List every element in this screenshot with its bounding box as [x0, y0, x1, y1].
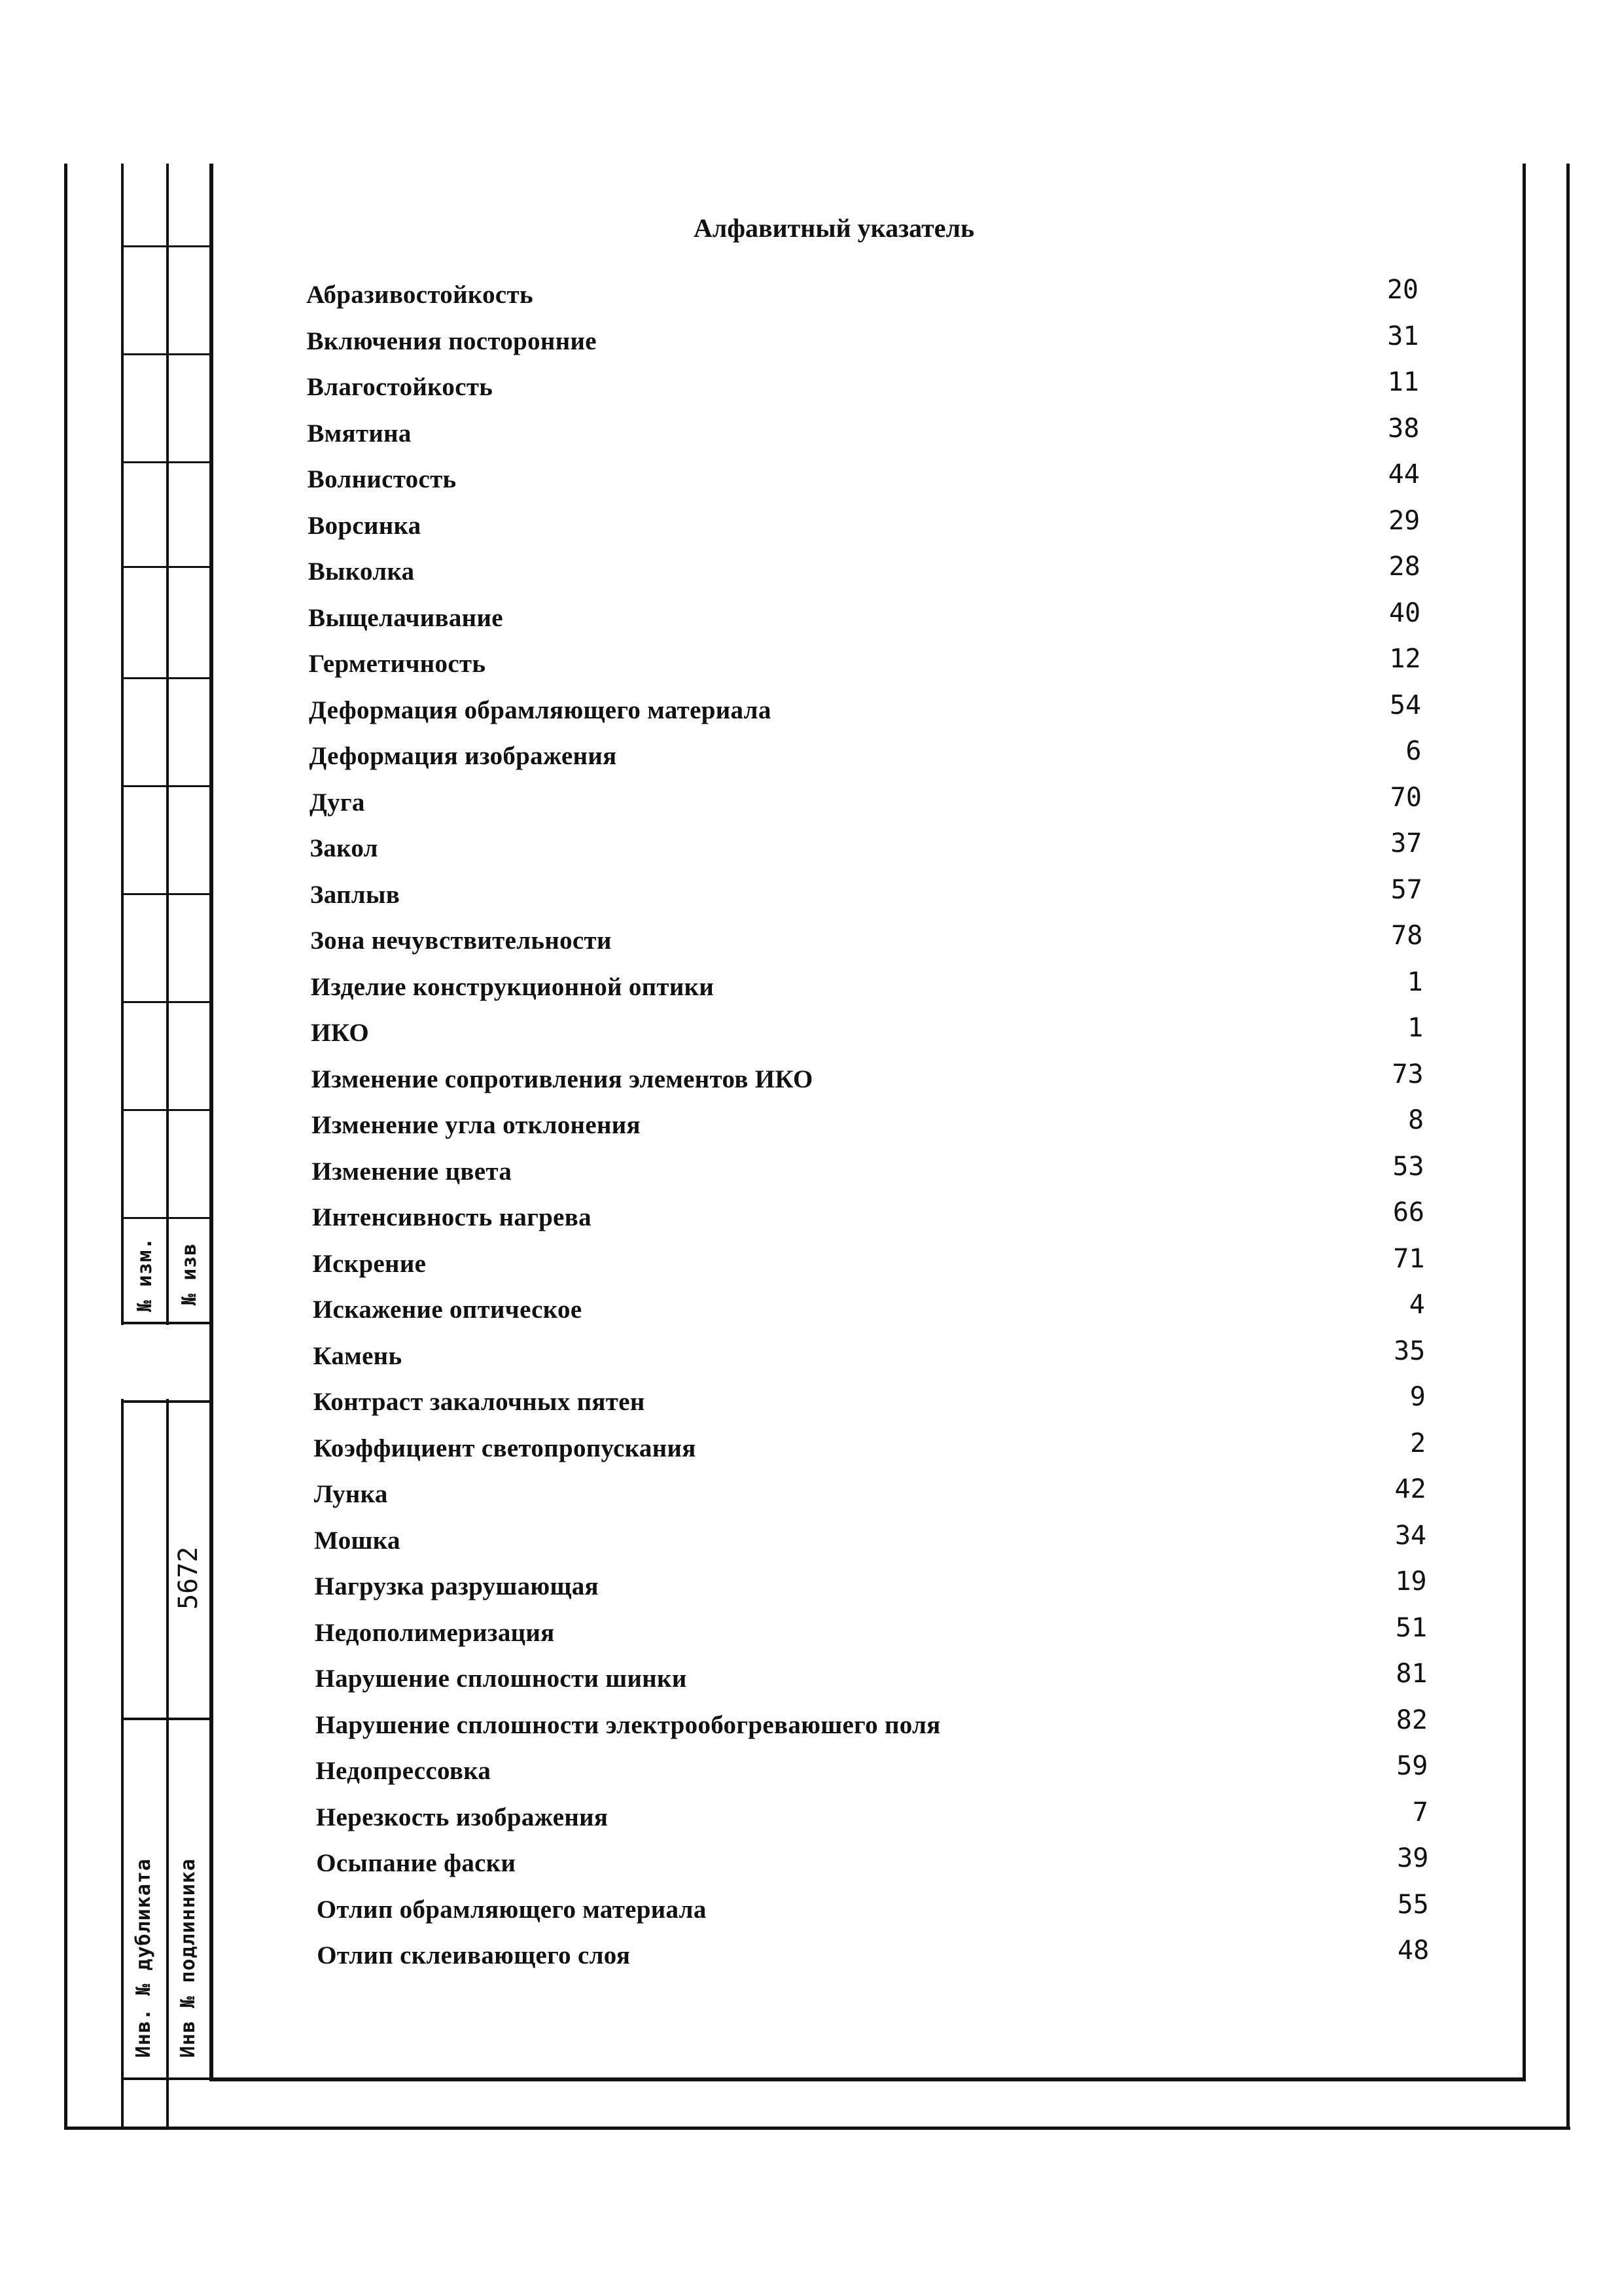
index-entry — [308, 459, 1420, 506]
index-page-number: 9 — [1409, 1382, 1426, 1412]
stamp-gap — [118, 1325, 208, 1399]
index-page-number: 29 — [1388, 505, 1420, 536]
index-term: Герметичность — [308, 650, 486, 678]
index-page-number: 37 — [1390, 828, 1422, 858]
index-page-number: 82 — [1396, 1704, 1428, 1735]
index-term: Выщелачивание — [308, 603, 503, 632]
stamp-col2-left — [166, 164, 169, 2127]
index-term: Искажение оптическое — [312, 1296, 582, 1324]
index-term: Интенсивность нагрева — [312, 1203, 591, 1231]
index-page-number: 2 — [1410, 1428, 1426, 1458]
stamp-sep — [121, 1400, 211, 1403]
index-entry — [306, 321, 1419, 368]
index-entry — [309, 736, 1422, 783]
inner-frame-right — [1523, 164, 1526, 2081]
index-page-number: 12 — [1389, 644, 1421, 674]
page-title: Алфавитный указатель — [694, 213, 975, 243]
index-term: Деформация обрамляющего материала — [309, 696, 771, 724]
index-term: Лунка — [313, 1480, 388, 1508]
index-entry — [312, 1197, 1424, 1244]
index-term: Нагрузка разрушающая — [314, 1572, 599, 1600]
index-term: Нарушение сплошности шинки — [315, 1665, 687, 1693]
index-term: Отлип склеивающего слоя — [317, 1941, 631, 1969]
index-page-number: 54 — [1389, 690, 1422, 720]
index-page-number: 59 — [1396, 1751, 1428, 1781]
index-entry — [308, 552, 1420, 598]
index-entry — [309, 690, 1421, 737]
notice-no-label: № изв — [178, 1243, 201, 1305]
outer-frame-left — [64, 164, 67, 2130]
stamp-sep — [121, 461, 211, 463]
index-page-number: 8 — [1408, 1105, 1424, 1135]
index-page-number: 70 — [1390, 782, 1422, 813]
index-entry — [316, 1797, 1428, 1844]
index-page-number: 71 — [1393, 1243, 1425, 1274]
index-term: Изделие конструкционной оптики — [310, 972, 714, 1001]
index-entry — [308, 598, 1420, 645]
stamp-sep — [121, 353, 211, 355]
index-page-number: 19 — [1395, 1566, 1427, 1597]
index-term: Коэффициент светопропускания — [313, 1434, 696, 1462]
stamp-sep — [121, 1217, 211, 1219]
stamp-sep — [121, 785, 211, 787]
index-term: Деформация изображения — [309, 742, 617, 770]
index-entry — [317, 1890, 1429, 1936]
index-entry — [313, 1428, 1426, 1475]
index-term: Нарушение сплошности электрообогреваюшего поля — [315, 1710, 941, 1739]
index-page-number: 55 — [1397, 1889, 1429, 1920]
stamp-sep — [121, 2077, 211, 2080]
index-page-number: 42 — [1394, 1474, 1426, 1504]
index-page-number: 7 — [1412, 1797, 1428, 1828]
index-entry — [306, 275, 1419, 321]
index-term: Закол — [309, 834, 378, 862]
index-term: Дуга — [309, 788, 365, 817]
index-entry — [315, 1705, 1428, 1752]
stamp-sep — [121, 566, 211, 568]
index-term: Ворсинка — [308, 511, 421, 540]
index-page-number: 34 — [1394, 1520, 1427, 1551]
index-entry — [311, 1105, 1424, 1152]
index-term: Абразивостойкость — [306, 281, 533, 309]
index-term: Изменение цвета — [311, 1157, 512, 1186]
index-term: Камень — [313, 1341, 402, 1370]
inner-frame-bottom — [209, 2077, 1526, 2081]
index-page-number: 1 — [1407, 966, 1423, 997]
stamp-sep — [121, 245, 211, 247]
inv-original-label: Инв № подлинника — [177, 1858, 200, 2058]
index-term: Изменение сопротивления элементов ИКО — [311, 1065, 813, 1093]
index-page-number: 38 — [1388, 413, 1420, 444]
index-entry — [308, 506, 1420, 552]
index-page-number: 28 — [1388, 552, 1420, 582]
rev-no-label: № изм. — [133, 1237, 156, 1312]
index-term: Недополимеризация — [315, 1618, 555, 1647]
index-page-number: 20 — [1386, 275, 1419, 305]
index-entry — [316, 1843, 1428, 1890]
index-page-number: 6 — [1405, 736, 1422, 766]
index-entry — [309, 828, 1422, 875]
index-page-number: 78 — [1391, 921, 1423, 951]
index-entry — [315, 1613, 1427, 1659]
index-entry — [315, 1751, 1428, 1797]
index-entry — [313, 1382, 1426, 1428]
index-page-number: 57 — [1390, 874, 1422, 905]
index-entry — [307, 367, 1419, 414]
index-entry — [314, 1521, 1426, 1567]
index-term: ИКО — [311, 1019, 370, 1047]
index-page-number: 39 — [1397, 1843, 1429, 1873]
index-entry — [313, 1290, 1425, 1336]
stamp-sep — [121, 893, 211, 895]
index-page-number: 40 — [1388, 597, 1421, 628]
index-term: Мошка — [314, 1526, 400, 1555]
inv-duplicate-label: Инв. № дубликата — [132, 1858, 155, 2058]
index-page-number: 73 — [1392, 1059, 1424, 1089]
index-page-number: 48 — [1398, 1935, 1430, 1966]
index-entry — [309, 783, 1422, 829]
index-entry — [315, 1566, 1427, 1613]
index-entry — [310, 921, 1422, 967]
stamp-sep — [121, 1718, 211, 1720]
index-term: Отлип обрамляющего материала — [316, 1895, 707, 1924]
index-term: Выколка — [308, 557, 415, 586]
index-entry — [310, 875, 1422, 921]
index-page-number: 44 — [1388, 459, 1420, 489]
index-page-number: 66 — [1392, 1197, 1424, 1227]
stamp-sep — [121, 1001, 211, 1003]
index-page-number: 51 — [1395, 1612, 1428, 1643]
index-page-number: 53 — [1392, 1151, 1424, 1182]
index-term: Недопрессовка — [315, 1757, 491, 1785]
index-term: Контраст закалочных пятен — [313, 1388, 645, 1416]
stamp-sep — [121, 1109, 211, 1111]
index-entry — [315, 1659, 1428, 1705]
index-term: Нерезкость изображения — [315, 1803, 608, 1831]
inv-original-number: 5672 — [173, 1546, 203, 1610]
outer-frame-bottom — [64, 2127, 1570, 2130]
index-entry — [312, 1244, 1424, 1290]
index-page-number: 4 — [1409, 1290, 1425, 1320]
stamp-col1-left — [121, 164, 124, 2127]
index-term: Волнистость — [307, 465, 457, 493]
index-term: Искрение — [312, 1249, 427, 1278]
index-entry — [314, 1474, 1426, 1521]
index-term: Изменение угла отклонения — [311, 1111, 641, 1139]
index-entry — [317, 1935, 1429, 1982]
index-term: Влагостойкость — [306, 373, 493, 401]
index-term: Вмятина — [307, 419, 412, 448]
index-entry — [311, 967, 1423, 1014]
stamp-sep — [121, 1322, 211, 1324]
inner-frame-left — [209, 164, 213, 2081]
outer-frame-right — [1566, 164, 1570, 2130]
index-entry — [309, 644, 1421, 690]
index-page-number: 81 — [1396, 1659, 1428, 1689]
index-term: Осыпание фаски — [316, 1849, 516, 1877]
index-page-number: 35 — [1394, 1335, 1426, 1366]
index-entry — [311, 1059, 1424, 1106]
index-entry — [307, 414, 1419, 460]
index-page-number: 1 — [1407, 1013, 1424, 1043]
index-page-number: 31 — [1387, 321, 1419, 351]
index-term: Зона нечувствительности — [310, 927, 612, 955]
index-term: Заплыв — [309, 880, 400, 909]
index-page-number: 11 — [1387, 367, 1419, 397]
index-entry — [313, 1336, 1425, 1383]
stamp-sep — [121, 677, 211, 679]
index-entry — [311, 1013, 1423, 1059]
index-term: Включения посторонние — [306, 327, 597, 355]
alphabetical-index — [306, 275, 1430, 1982]
index-entry — [312, 1152, 1424, 1198]
